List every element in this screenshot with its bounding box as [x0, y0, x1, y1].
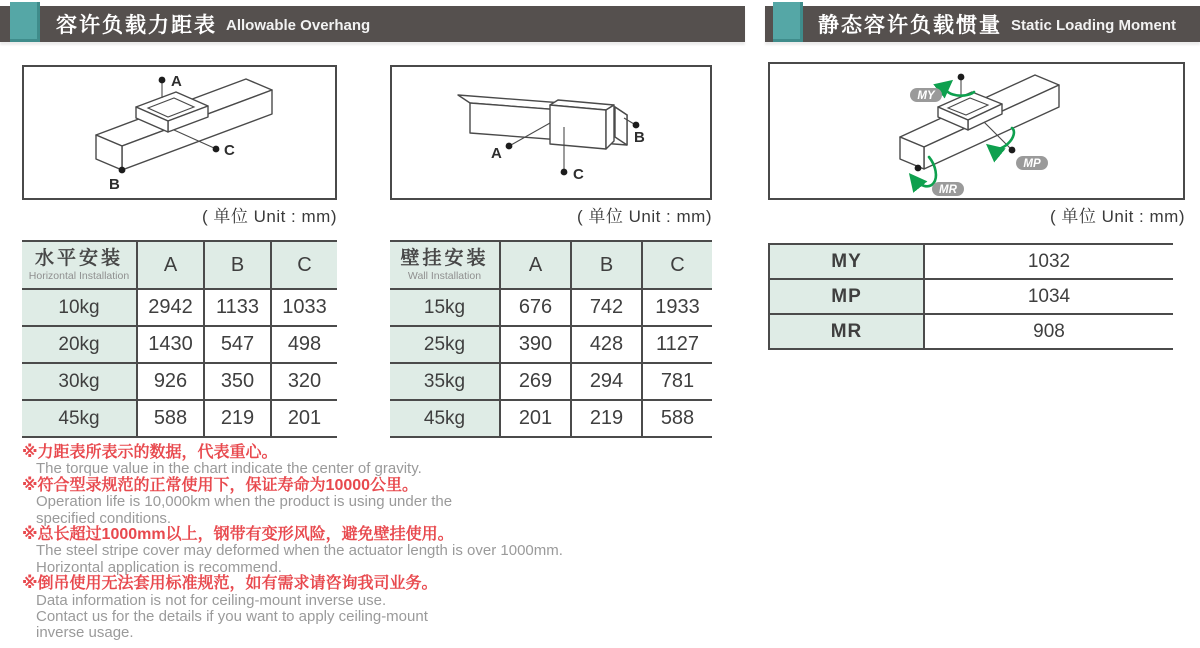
moment-value-mr: 908 — [924, 314, 1173, 349]
load-cell: 30kg — [22, 363, 137, 400]
table-row — [769, 314, 1173, 349]
point-a-dot — [506, 143, 513, 150]
table-header-row — [22, 241, 337, 289]
diagram-horizontal-installation — [22, 65, 337, 200]
table-title-en: Horizontal Installation — [28, 269, 130, 282]
moment-value-mp: 1034 — [924, 279, 1173, 314]
value-c: 498 — [271, 326, 337, 363]
footnote-en: specified conditions. — [36, 509, 172, 527]
footnote-en: Horizontal application is recommend. — [36, 558, 282, 576]
value-c: 1933 — [642, 289, 712, 326]
unit-label: ( 单位 Unit : mm) — [1050, 207, 1185, 226]
footnote-zh: ※总长超过1000mm以上，钢带有变形风险，避免壁挂使用。 — [22, 526, 454, 544]
value-a: 269 — [500, 363, 571, 400]
column-header-b: B — [204, 241, 271, 289]
value-b: 219 — [571, 400, 642, 437]
value-c: 781 — [642, 363, 712, 400]
load-cell: 10kg — [22, 289, 137, 326]
table-title-cell — [390, 241, 500, 289]
table-title-zh: 水平安装 — [34, 247, 123, 269]
point-a-label: A — [491, 145, 502, 162]
mp-badge — [1016, 156, 1048, 170]
point-a-label: A — [171, 73, 182, 90]
load-cell: 45kg — [22, 400, 137, 437]
footnotes — [22, 445, 662, 642]
static-moment-table — [768, 243, 1173, 350]
value-b: 294 — [571, 363, 642, 400]
unit-label: ( 单位 Unit : mm) — [202, 207, 337, 226]
value-c: 1127 — [642, 326, 712, 363]
my-axis-dot — [958, 74, 965, 81]
right-section-header — [765, 6, 1200, 42]
teal-accent-square — [773, 2, 803, 42]
load-cell: 25kg — [390, 326, 500, 363]
value-a: 926 — [137, 363, 204, 400]
table-row — [390, 326, 712, 363]
value-c: 1033 — [271, 289, 337, 326]
left-section-title-zh: 容许负载力距表 — [56, 14, 217, 37]
footnote-en: inverse usage. — [36, 624, 134, 642]
value-c: 588 — [642, 400, 712, 437]
left-section-title-en: Allowable Overhang — [226, 17, 371, 34]
footnote-en: The torque value in the chart indicate the center of gravity. — [36, 460, 422, 478]
footnote-zh: ※符合型录规范的正常使用下，保证寿命为10000公里。 — [22, 476, 419, 494]
column-header-c: C — [271, 241, 337, 289]
value-b: 428 — [571, 326, 642, 363]
value-a: 390 — [500, 326, 571, 363]
footnote-en: Contact us for the details if you want to apply ceiling-mount — [36, 608, 428, 626]
table-row — [22, 326, 337, 363]
right-section-title-zh: 静态容许负载惯量 — [818, 14, 1002, 37]
point-b-label: B — [109, 176, 120, 193]
table-row — [390, 363, 712, 400]
point-b-label: B — [634, 129, 645, 146]
mp-axis-dot — [1009, 147, 1016, 154]
table-header-row — [390, 241, 712, 289]
my-rotation-arrow — [946, 84, 974, 96]
load-cell: 35kg — [390, 363, 500, 400]
point-a-dot — [159, 77, 166, 84]
mr-badge-label: MR — [939, 184, 957, 196]
value-b: 219 — [204, 400, 271, 437]
value-a: 676 — [500, 289, 571, 326]
horizontal-installation-drawing — [24, 67, 335, 198]
mr-badge — [932, 182, 964, 196]
value-b: 742 — [571, 289, 642, 326]
table-row — [22, 289, 337, 326]
moment-value-my: 1032 — [924, 244, 1173, 279]
footnote-en: Operation life is 10,000km when the product is using under the — [36, 493, 453, 511]
footnote-en: Data information is not for ceiling-mount inverse use. — [36, 591, 387, 609]
value-a: 201 — [500, 400, 571, 437]
value-a: 2942 — [137, 289, 204, 326]
right-section-title-en: Static Loading Moment — [1011, 17, 1176, 34]
table-row — [769, 279, 1173, 314]
footnote-en: The steel stripe cover may deformed when the actuator length is over 1000mm. — [36, 542, 563, 560]
value-b: 350 — [204, 363, 271, 400]
table-row — [22, 400, 337, 437]
slider-block — [550, 100, 614, 149]
table-title-zh: 壁挂安装 — [400, 247, 489, 269]
column-header-c: C — [642, 241, 712, 289]
point-c-dot — [561, 169, 568, 176]
table-title-cell — [22, 241, 137, 289]
moment-label-my: MY — [769, 244, 924, 279]
moment-label-mr: MR — [769, 314, 924, 349]
point-c-label: C — [573, 166, 584, 183]
mp-badge-label: MP — [1023, 158, 1041, 170]
value-b: 547 — [204, 326, 271, 363]
load-cell: 15kg — [390, 289, 500, 326]
footnote-zh: ※力距表所表示的数据，代表重心。 — [22, 444, 278, 461]
value-c: 320 — [271, 363, 337, 400]
value-c: 201 — [271, 400, 337, 437]
point-b-dot — [119, 167, 126, 174]
footnote-zh: ※倒吊使用无法套用标准规范，如有需求请咨询我司业务。 — [22, 575, 438, 593]
table-title-en: Wall Installation — [407, 269, 482, 282]
point-c-label: C — [224, 142, 235, 159]
load-cell: 20kg — [22, 326, 137, 363]
column-header-a: A — [137, 241, 204, 289]
column-header-a: A — [500, 241, 571, 289]
diagram-static-moments — [768, 62, 1185, 200]
unit-label: ( 单位 Unit : mm) — [577, 207, 712, 226]
point-b-dot — [633, 122, 640, 129]
table-row — [390, 400, 712, 437]
moment-label-mp: MP — [769, 279, 924, 314]
table-row — [769, 244, 1173, 279]
left-section-header — [0, 6, 745, 42]
table-row — [22, 363, 337, 400]
value-a: 1430 — [137, 326, 204, 363]
wall-installation-drawing — [392, 67, 710, 198]
value-b: 1133 — [204, 289, 271, 326]
my-badge-label: MY — [917, 90, 935, 102]
load-cell: 45kg — [390, 400, 500, 437]
point-c-dot — [213, 146, 220, 153]
wall-installation-table — [390, 240, 712, 438]
static-moments-drawing — [770, 64, 1183, 198]
horizontal-installation-table — [22, 240, 337, 438]
diagram-wall-installation — [390, 65, 712, 200]
value-a: 588 — [137, 400, 204, 437]
mr-axis-dot — [915, 165, 922, 172]
teal-accent-square — [10, 2, 40, 42]
table-row — [390, 289, 712, 326]
my-badge — [910, 88, 942, 102]
column-header-b: B — [571, 241, 642, 289]
